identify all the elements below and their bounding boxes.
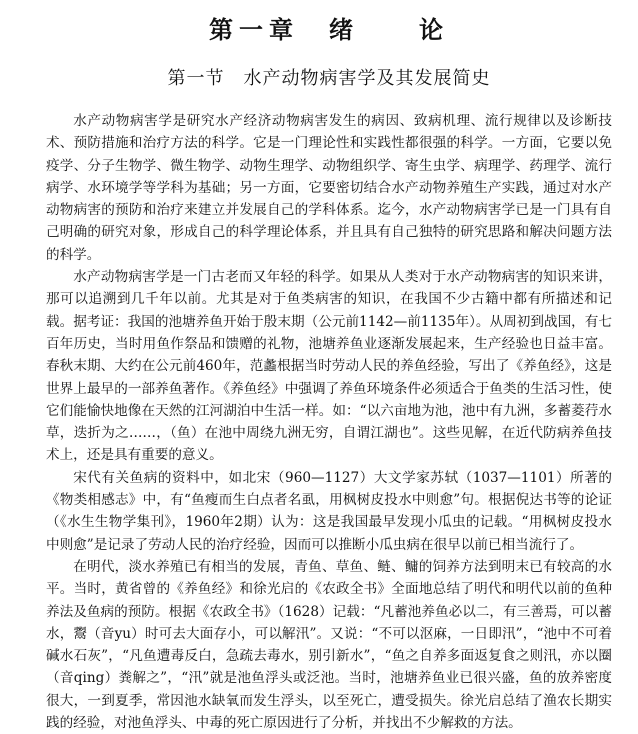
paragraph-2: 水产动物病害学是一门古老而又年轻的科学。如果从人类对于水产动物病害的知识来讲，那可以追溯到几千年以前。尤其是对于鱼类病害的知识，在我国不少古籍中都有所描述和记载。据考证：我国的池塘养鱼开始于殷末期（公元前1142—前1135年）。从周初到战国，有七百年历史，当时用鱼作祭品和馈赠的礼物，池塘养鱼业逐渐发展起来，生产经验也日益丰富。春秋末期、大约在公元前460年，范蠡根据当时劳动人民的养鱼经验，写出了《养鱼经》，这是世界上最早的一部养鱼著作。《养鱼经》中强调了养鱼环境条件必须适合于鱼类的生活习性，使它们能愉快地像在天然的江河湖泊中生活一样。如：“以六亩地为池，池中有九洲，多蓄菱荇水草，迭折为之……，（鱼）在池中周绕九洲无穷，自谓江湖也”。这些见解，在近代防病养鱼技术上，还是具有重要的意义。 — [46, 269, 612, 464]
paragraph-3: 宋代有关鱼病的资料中，如北宋（960—1127）大文学家苏轼（1037—1101）所著的《物类相感志》中，有“鱼瘦而生白点者名虱，用枫树皮投水中则愈”句。根据倪达书等的论证（《水生生物学集刊》，1960年2期）认为：这是我国最早发现小瓜虫的记载。“用枫树皮投水中则愈”是记录了劳动人民的治疗经验，因而可以推断小瓜虫病在很早以前已相当流行了。 — [46, 469, 612, 553]
section-title: 第一节 水产动物病害学及其发展简史 — [167, 68, 491, 89]
chapter-title: 第一章 绪 论 — [209, 16, 449, 44]
paragraph-1: 水产动物病害学是研究水产经济动物病害发生的病因、致病机理、流行规律以及诊断技术、预防措施和治疗方法的科学。它是一门理论性和实践性都很强的科学。一方面，它要以免疫学、分子生物学、微生物学、动物生理学、动物组织学、寄生虫学、病理学、药理学、流行病学、水环境学等学科为基础；另一方面，它要密切结合水产动物养殖生产实践，通过对水产动物病害的预防和治疗来建立并发展自己的学科体系。迄今，水产动物病害学已是一门具有自己明确的研究对象，形成自己的科学理论体系，并且具有自己独特的研究思路和解决问题方法的科学。 — [46, 113, 612, 263]
paragraph-4: 在明代，淡水养殖已有相当的发展，青鱼、草鱼、鲢、鳙的饲养方法到明末已有较高的水平。当时，黄省曾的《养鱼经》和徐光启的《农政全书》全面地总结了明代和明代以前的鱼种养法及鱼病的预防。根据《农政全书》（1628）记载：“凡蓄池养鱼必以二，有三善焉，可以蓄水，鬻（音yu）时可去大面存小，可以解汛”。又说：“不可以沤麻，一日即汛”，“池中不可着碱水石灰”，“凡鱼遭毒反白，急疏去毒水，别引新水”，“鱼之自养多面返复食之则汛，亦以圈（音qing）粪解之”，“汛”就是池鱼浮头或泛池。当时，池塘养鱼业已很兴盛，鱼的放养密度很大，一到夏季，常因池水缺氧而发生浮头，以至死亡，遭受损失。徐光启总结了渔农长期实践的经验，对池鱼浮头、中毒的死亡原因进行了分析，并找出不少解救的方法。 — [46, 558, 612, 732]
